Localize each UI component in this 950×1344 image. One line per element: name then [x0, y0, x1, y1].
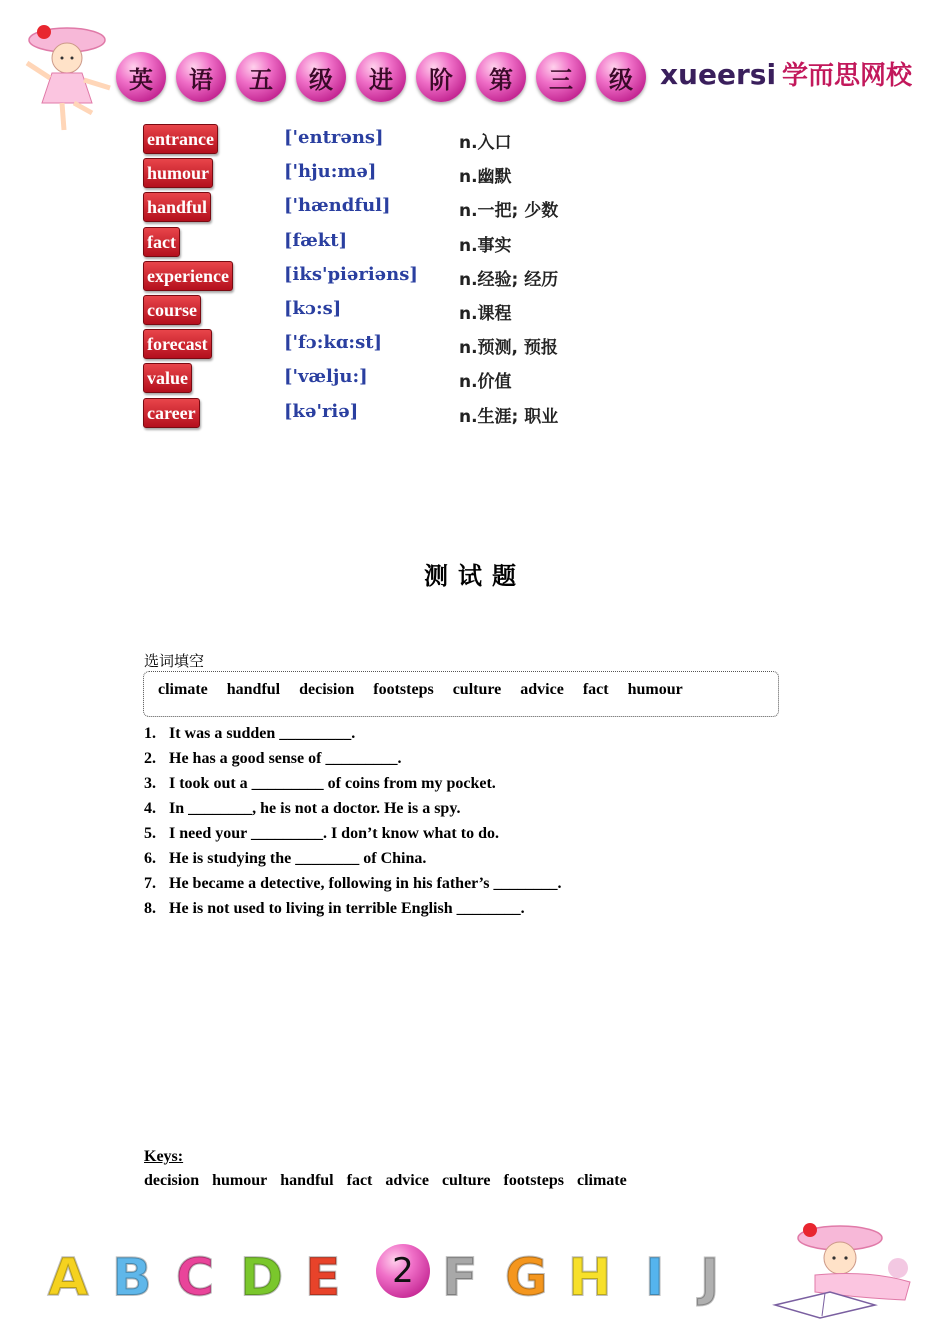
vocab-phonetic: [kə'riə]	[284, 400, 359, 422]
vocab-meaning: n.幽默	[459, 167, 512, 188]
question-text: In ________, he is not a doctor. He is a spy.	[169, 800, 461, 817]
reading-girl-illustration	[770, 1220, 920, 1320]
word-bank-item: decision	[299, 681, 355, 698]
vocab-phonetic: ['hju:mə]	[284, 161, 377, 183]
vocab-phonetic: ['entrəns]	[284, 127, 384, 148]
title-char: 英	[116, 52, 166, 102]
question-text: I took out a _________ of coins from my pocket.	[169, 775, 496, 792]
vocab-phonetic: [fækt]	[284, 229, 348, 251]
letter-g-icon: G	[505, 1248, 548, 1308]
question-number: 5.	[144, 825, 156, 842]
key-answer: fact	[346, 1172, 373, 1189]
question-item	[144, 774, 562, 799]
letter-b-icon: B	[112, 1248, 152, 1308]
vocab-meaning: n.一把; 少数	[459, 201, 559, 222]
question-item	[144, 724, 562, 749]
question-number: 4.	[144, 800, 156, 817]
question-text: He is studying the ________ of China.	[169, 850, 427, 867]
vocab-meaning: n.入口	[459, 133, 512, 153]
letter-h-icon: H	[568, 1248, 612, 1308]
vocab-phonetic: [iks'piəriəns]	[284, 263, 418, 285]
letter-d-icon: D	[240, 1248, 284, 1308]
vocab-row	[143, 261, 663, 295]
word-bank-item: footsteps	[373, 681, 434, 698]
question-item	[144, 874, 562, 899]
answer-keys	[144, 1148, 636, 1190]
vocab-row	[143, 398, 663, 432]
vocab-meaning: n.价值	[459, 372, 512, 393]
question-number: 8.	[144, 900, 156, 917]
page-number: 2	[376, 1244, 430, 1298]
title-char: 语	[176, 52, 226, 102]
vocab-word: fact	[143, 227, 180, 257]
keys-list	[144, 1172, 636, 1190]
letter-f-icon: F	[442, 1248, 478, 1308]
vocab-word: career	[143, 398, 200, 428]
question-text: I need your _________. I don’t know what to do.	[169, 825, 499, 842]
vocab-word: handful	[143, 192, 211, 222]
page-header	[0, 0, 950, 130]
letter-c-icon: C	[176, 1248, 215, 1308]
vocab-meaning: n.经验; 经历	[459, 269, 559, 290]
title-char: 进	[356, 52, 406, 102]
question-item	[144, 749, 562, 774]
key-answer: handful	[280, 1172, 334, 1189]
vocab-word: course	[143, 295, 201, 325]
title-char: 三	[536, 52, 586, 102]
section-label: 选词填空	[144, 652, 205, 670]
strawberry-girl-illustration	[22, 18, 117, 138]
vocab-word: value	[143, 363, 192, 393]
key-answer: climate	[576, 1172, 627, 1189]
word-bank-item: humour	[627, 681, 683, 698]
vocab-phonetic: ['vælju:]	[284, 366, 368, 388]
vocab-row	[143, 158, 663, 192]
vocab-row	[143, 192, 663, 226]
word-bank	[143, 671, 779, 717]
question-text: He has a good sense of _________.	[169, 750, 402, 767]
vocab-word: humour	[143, 158, 213, 188]
question-text: It was a sudden _________.	[169, 725, 356, 742]
word-bank-item: fact	[582, 681, 609, 698]
title-char: 级	[596, 52, 646, 102]
word-bank-item: advice	[520, 681, 564, 698]
vocab-row	[143, 363, 663, 397]
vocab-meaning: n.事实	[459, 235, 512, 256]
page-footer	[0, 1220, 950, 1344]
vocab-word: forecast	[143, 329, 212, 359]
vocab-row	[143, 227, 663, 261]
key-answer: decision	[144, 1172, 200, 1189]
letter-i-icon: I	[645, 1248, 665, 1308]
keys-title: Keys:	[144, 1148, 184, 1165]
brand-latin: xueersi	[660, 58, 777, 91]
brand-chinese: 学而思网校	[782, 61, 913, 91]
vocab-row	[143, 124, 663, 158]
question-number: 2.	[144, 750, 156, 767]
question-text: He is not used to living in terrible English ________.	[169, 900, 525, 917]
key-answer: humour	[212, 1172, 268, 1189]
question-number: 6.	[144, 850, 156, 867]
question-number: 3.	[144, 775, 156, 792]
vocab-word: experience	[143, 261, 233, 291]
vocab-row	[143, 329, 663, 363]
test-title: 测试题	[424, 562, 526, 590]
key-answer: advice	[385, 1172, 429, 1189]
title-char: 第	[476, 52, 526, 102]
letter-a-icon: A	[48, 1248, 89, 1308]
vocab-phonetic: ['fɔ:kɑ:st]	[284, 332, 383, 354]
key-answer: footsteps	[503, 1172, 564, 1189]
question-item	[144, 824, 562, 849]
brand-logo	[660, 55, 912, 92]
question-list	[144, 724, 562, 924]
title-char: 阶	[416, 52, 466, 102]
vocab-meaning: n.生涯; 职业	[459, 406, 559, 427]
question-item	[144, 799, 562, 824]
word-bank-item: handful	[226, 681, 281, 698]
vocab-meaning: n.预测, 预报	[459, 338, 558, 359]
question-text: He became a detective, following in his father’s ________.	[169, 875, 562, 892]
title-bubbles	[116, 52, 646, 102]
vocab-row	[143, 295, 663, 329]
vocabulary-list	[143, 124, 663, 432]
vocab-word: entrance	[143, 124, 218, 154]
letter-e-icon: E	[305, 1248, 341, 1308]
title-char: 级	[296, 52, 346, 102]
question-number: 7.	[144, 875, 156, 892]
letter-j-icon: J	[700, 1248, 720, 1308]
vocab-phonetic: [kɔ:s]	[284, 297, 342, 319]
vocab-phonetic: ['hændful]	[284, 195, 391, 217]
vocab-meaning: n.课程	[459, 303, 512, 324]
question-item	[144, 899, 562, 924]
question-number: 1.	[144, 725, 156, 742]
title-char: 五	[236, 52, 286, 102]
word-bank-item: climate	[158, 681, 208, 698]
key-answer: culture	[441, 1172, 491, 1189]
question-item	[144, 849, 562, 874]
word-bank-item: culture	[452, 681, 502, 698]
